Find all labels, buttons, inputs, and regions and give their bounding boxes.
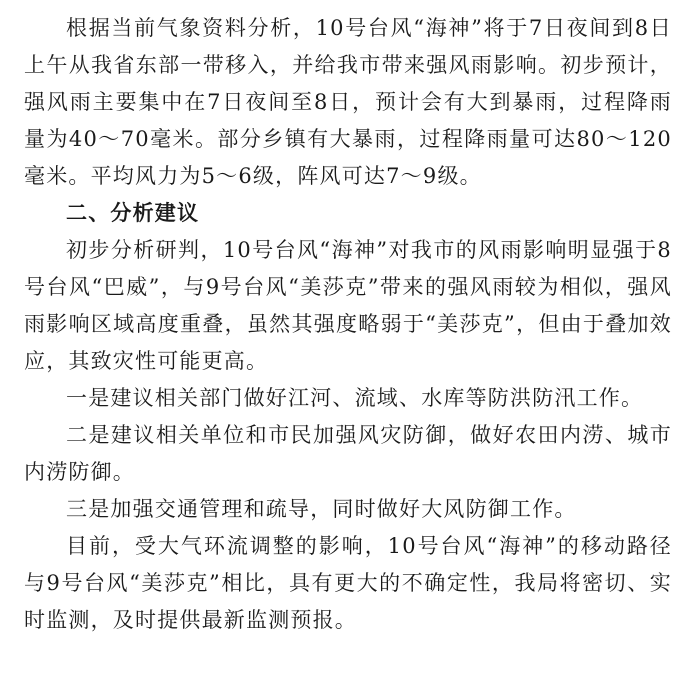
paragraph-suggestion-3: 三是加强交通管理和疏导，同时做好大风防御工作。 <box>66 497 577 521</box>
paragraph-forecast: 根据当前气象资料分析，10号台风“海神”将于7日夜间到8日上午从我省东部一带移入，并给我市带来强风雨影响。初步预计，强风雨主要集中在7日夜间至8日，预计会有大到暴雨，过程降雨量为40～70毫米。部分乡镇有大暴雨，过程降雨量可达80～120毫米。平均风力为5～6级，阵风可达7～9级。 <box>24 16 672 188</box>
paragraph-outlook: 目前，受大气环流调整的影响，10号台风“海神”的移动路径与9号台风“美莎克”相比，具有更大的不确定性，我局将密切、实时监测，及时提供最新监测预报。 <box>24 534 672 632</box>
paragraph-suggestion-2: 二是建议相关单位和市民加强风灾防御，做好农田内涝、城市内涝防御。 <box>24 423 672 484</box>
document-body <box>24 10 672 639</box>
paragraph-suggestion-1: 一是建议相关部门做好江河、流域、水库等防洪防汛工作。 <box>66 386 644 410</box>
section-heading-analysis: 二、分析建议 <box>66 201 200 225</box>
paragraph-analysis: 初步分析研判，10号台风“海神”对我市的风雨影响明显强于8号台风“巴威”，与9号台风“美莎克”带来的强风雨较为相似，强风雨影响区域高度重叠，虽然其强度略弱于“美莎克”，但由于叠加效应，其致灾性可能更高。 <box>24 238 672 373</box>
